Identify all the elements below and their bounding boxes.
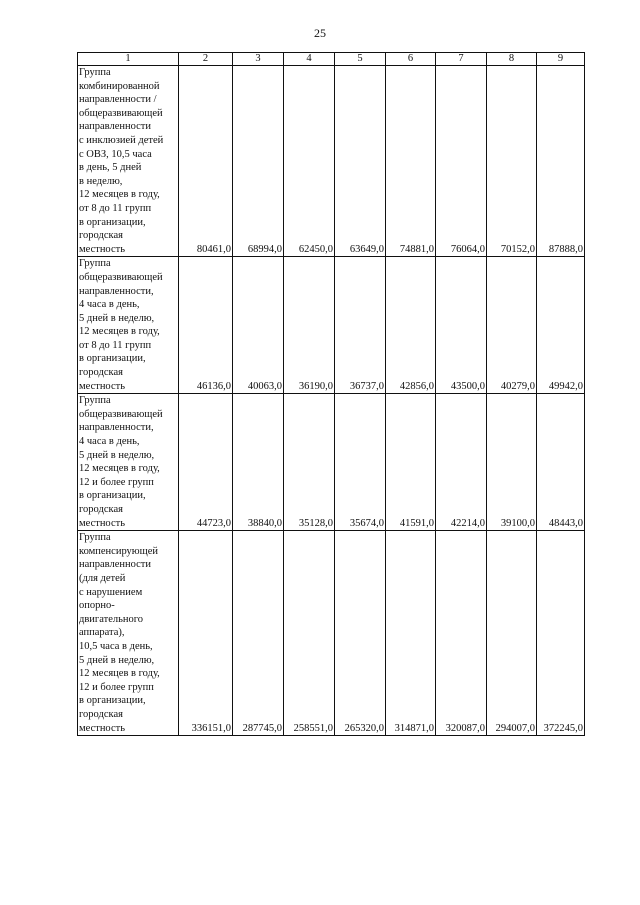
table-row: [78, 394, 585, 531]
table-cell: 41591,0: [386, 394, 436, 531]
table-cell: 74881,0: [386, 66, 436, 257]
table-row: [78, 531, 585, 736]
table-cell: 42214,0: [436, 394, 487, 531]
table-cell: 35674,0: [335, 394, 386, 531]
table-row: [78, 66, 585, 257]
column-number: 5: [335, 53, 386, 66]
table-cell: 62450,0: [284, 66, 335, 257]
table-cell: 63649,0: [335, 66, 386, 257]
page-number: 25: [314, 26, 326, 40]
column-number: 6: [386, 53, 436, 66]
table-cell: 40063,0: [233, 257, 284, 394]
table-cell: 80461,0: [179, 66, 233, 257]
table-cell: 87888,0: [537, 66, 585, 257]
column-number: 4: [284, 53, 335, 66]
table-cell: 43500,0: [436, 257, 487, 394]
table-cell: 294007,0: [487, 531, 537, 736]
table-cell: 320087,0: [436, 531, 487, 736]
table-cell: 314871,0: [386, 531, 436, 736]
column-number: 9: [537, 53, 585, 66]
table-cell: 35128,0: [284, 394, 335, 531]
table-cell: 36190,0: [284, 257, 335, 394]
table-cell: 258551,0: [284, 531, 335, 736]
tariff-table: [77, 52, 585, 736]
column-number: 1: [78, 53, 179, 66]
table-cell: 44723,0: [179, 394, 233, 531]
table-cell: 68994,0: [233, 66, 284, 257]
table-cell: 40279,0: [487, 257, 537, 394]
row-description: Группа комбинированной направленности / общеразвивающей направленности с инклюзией детей с ОВЗ, 10,5 часа в день, 5 дней в неделю, 12 месяцев в году, от 8 до 11 групп в организации, городская местность: [78, 66, 179, 257]
row-description: Группа общеразвивающей направленности, 4 часа в день, 5 дней в неделю, 12 месяцев в году, 12 и более групп в организации, городская местность: [78, 394, 179, 531]
table-cell: 336151,0: [179, 531, 233, 736]
table-cell: 70152,0: [487, 66, 537, 257]
column-number: 3: [233, 53, 284, 66]
table-cell: 36737,0: [335, 257, 386, 394]
table-cell: 46136,0: [179, 257, 233, 394]
table-cell: 265320,0: [335, 531, 386, 736]
table-row: [78, 257, 585, 394]
table-cell: 38840,0: [233, 394, 284, 531]
table-cell: 48443,0: [537, 394, 585, 531]
column-number-row: [78, 53, 585, 66]
table-cell: 49942,0: [537, 257, 585, 394]
row-description: Группа общеразвивающей направленности, 4 часа в день, 5 дней в неделю, 12 месяцев в году, от 8 до 11 групп в организации, городская местность: [78, 257, 179, 394]
column-number: 8: [487, 53, 537, 66]
table-cell: 39100,0: [487, 394, 537, 531]
column-number: 2: [179, 53, 233, 66]
table-cell: 42856,0: [386, 257, 436, 394]
column-number: 7: [436, 53, 487, 66]
table-cell: 76064,0: [436, 66, 487, 257]
row-description: Группа компенсирующей направленности (для детей с нарушением опорно- двигательного аппарата), 10,5 часа в день, 5 дней в неделю, 12 месяцев в году, 12 и более групп в организации, городская местность: [78, 531, 179, 736]
table-cell: 287745,0: [233, 531, 284, 736]
table-cell: 372245,0: [537, 531, 585, 736]
